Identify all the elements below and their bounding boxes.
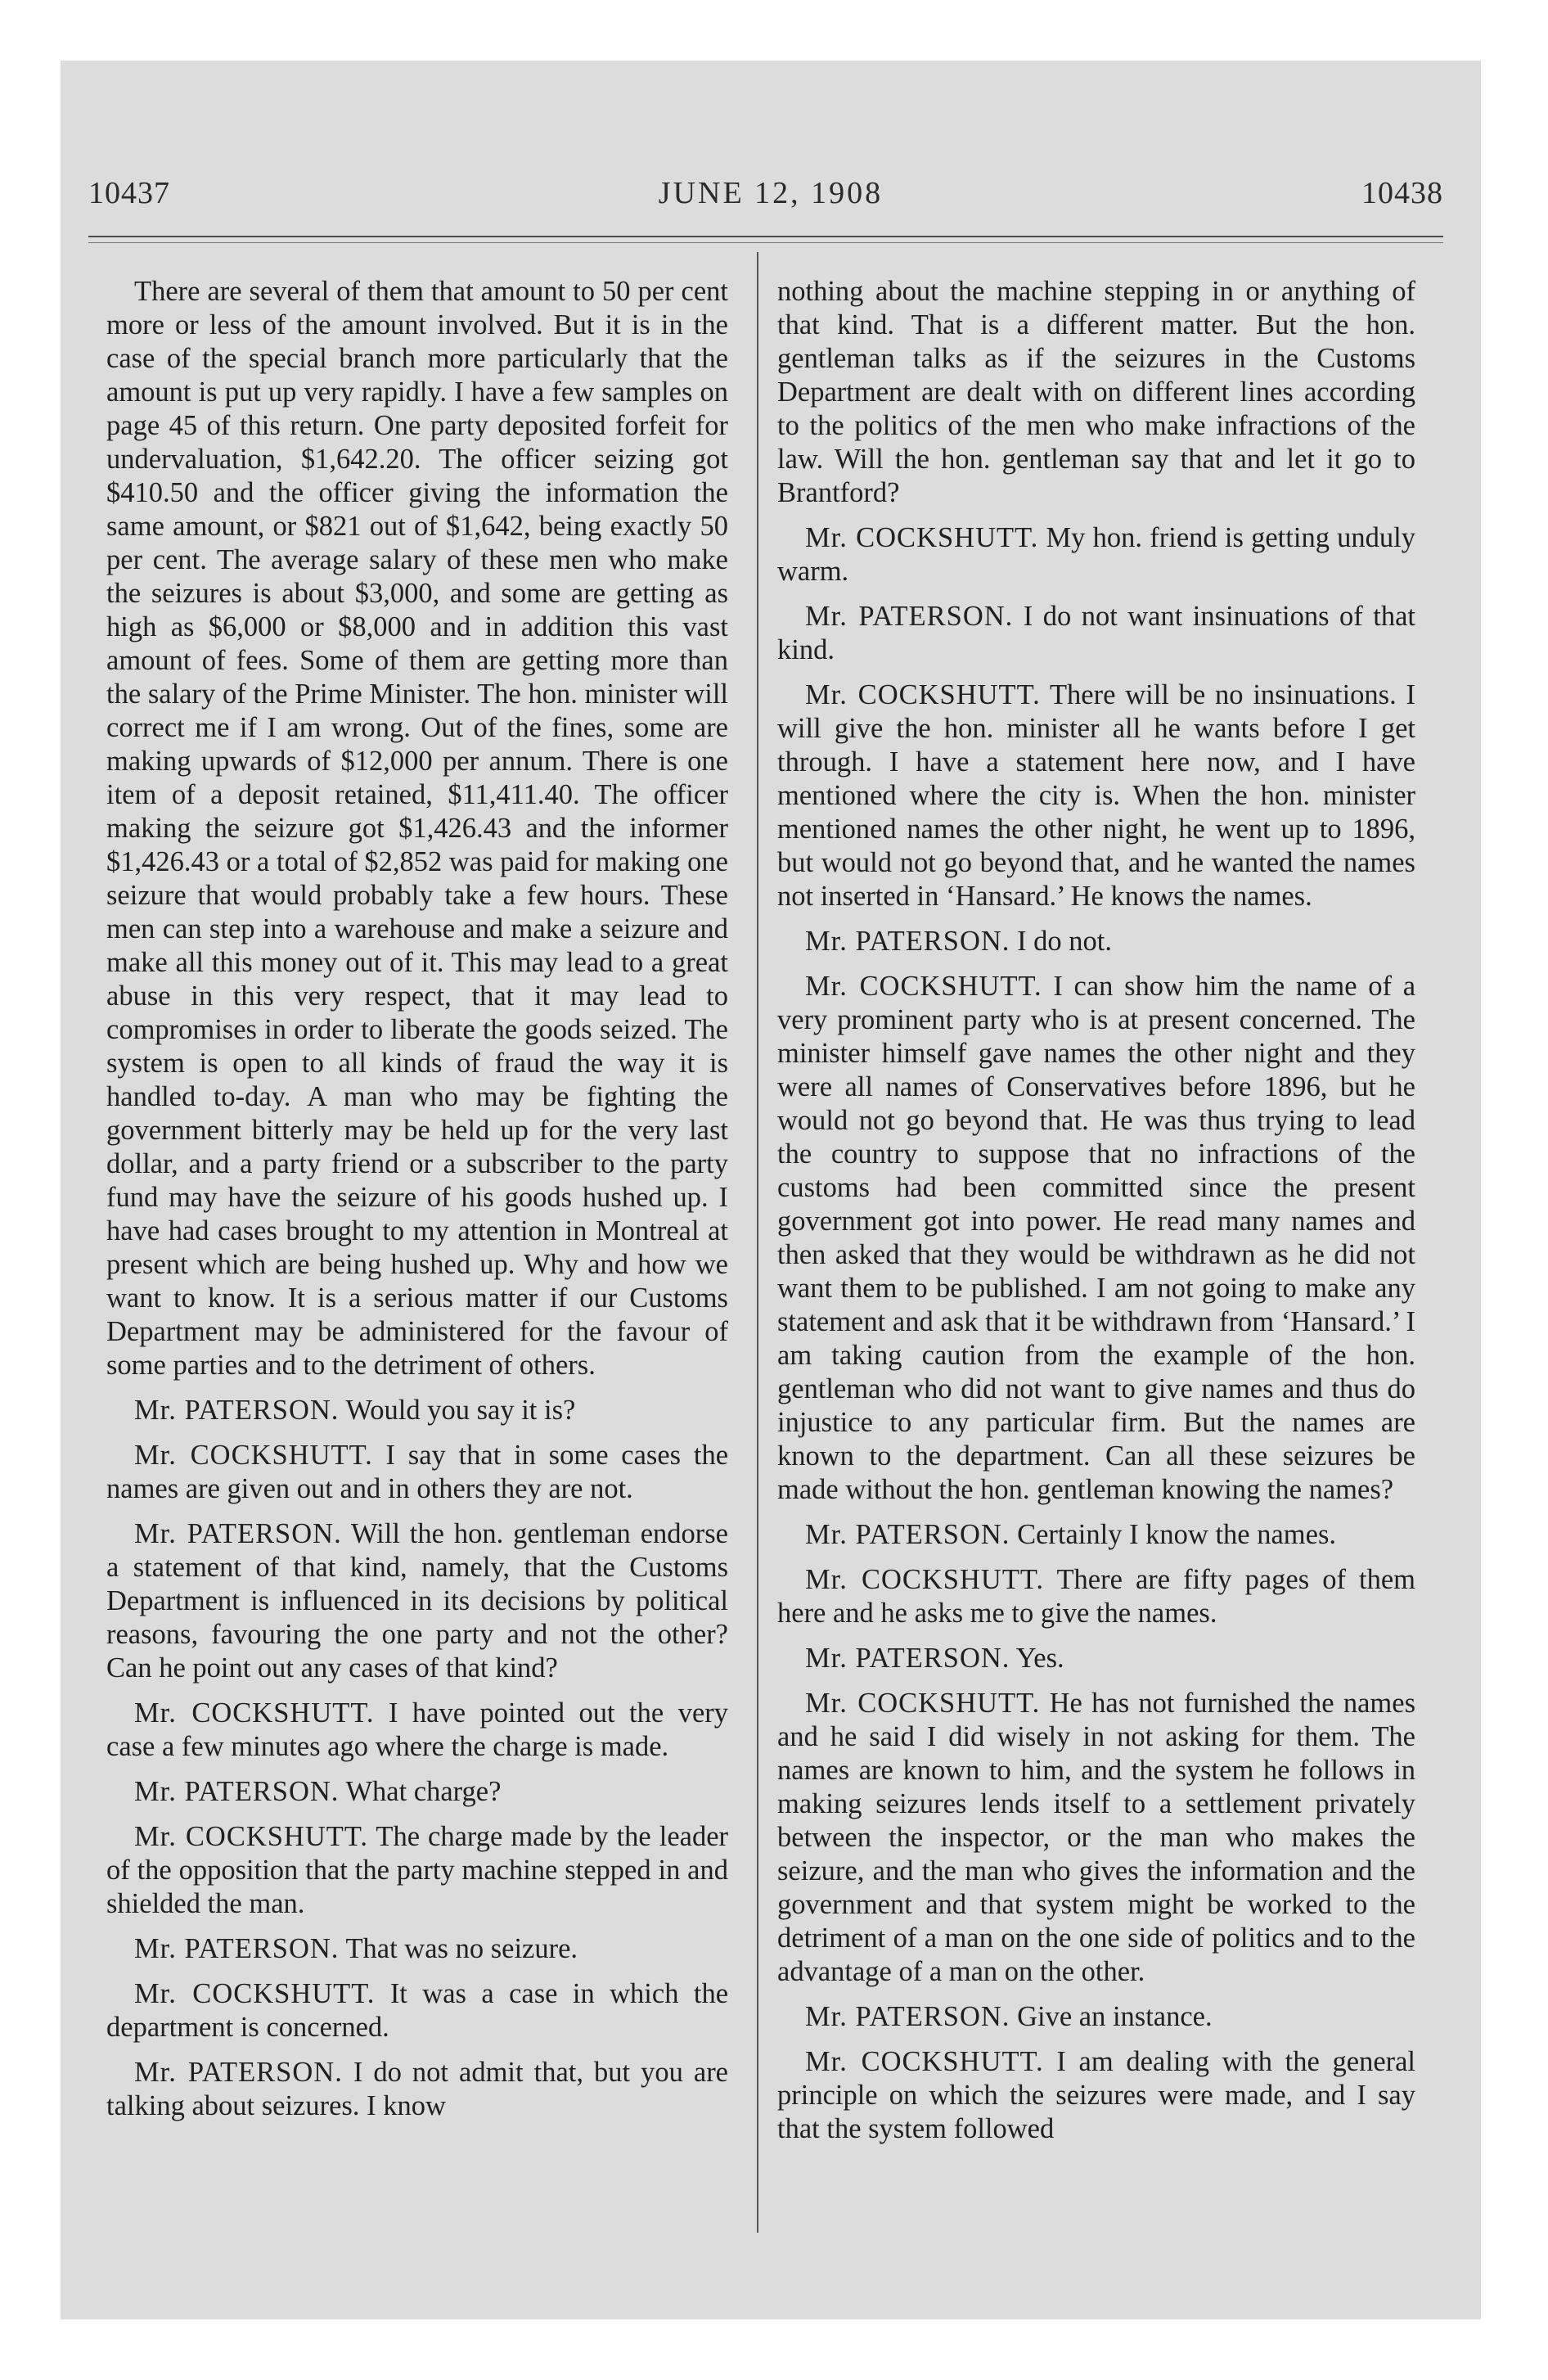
speaker: Mr. PATERSON. [134, 1395, 340, 1426]
speech: Certainly I know the names. [1017, 1519, 1337, 1550]
paragraph [777, 600, 1415, 667]
speaker: Mr. PATERSON. [805, 2001, 1010, 2032]
speech: I do not want insinuations of that kind. [777, 601, 1415, 665]
page-number-left: 10437 [88, 176, 170, 210]
speech: There will be no insinuations. I will give the hon. minister all he wants before I get through. I have a statement here now, and I have mentioned where the city is. When the hon. minister mentioned names the other night, he went up to 1896, but would not go beyond that, and he wanted the names not inserted in ‘Hansard.’ He knows the names. [777, 679, 1416, 912]
speech: I have pointed out the very case a few minutes ago where the charge is made. [106, 1697, 728, 1762]
paragraph [777, 1687, 1415, 1989]
paragraph [777, 2045, 1415, 2146]
paragraph [106, 1775, 728, 1809]
paragraph [777, 521, 1415, 588]
paragraph [106, 1439, 728, 1506]
speech: My hon. friend is getting unduly warm. [777, 522, 1416, 587]
paragraph [777, 925, 1415, 958]
speaker: Mr. COCKSHUTT. [134, 1697, 375, 1729]
speech: The charge made by the leader of the opposition that the party machine stepped in and shielded the man. [106, 1821, 728, 1919]
speaker: Mr. COCKSHUTT. [805, 679, 1041, 710]
paragraph [777, 678, 1415, 913]
page-header [61, 175, 1481, 216]
speech: Give an instance. [1017, 2001, 1213, 2032]
paragraph [777, 1642, 1415, 1675]
speech: I do not admit that, but you are talking about seizures. I know [106, 2057, 728, 2121]
speech: Would you say it is? [345, 1395, 576, 1426]
speech: What charge? [345, 1776, 502, 1807]
speaker: Mr. COCKSHUTT. [134, 1440, 373, 1471]
speech: Will the hon. gentleman endorse a statement of that kind, namely, that the Customs Department is influenced in its decisions by political reasons, favouring the one party and not the other? Can he point out any cases of that kind? [106, 1518, 728, 1684]
left-column [106, 275, 728, 2134]
header-rule-secondary [88, 242, 1443, 243]
speaker: Mr. PATERSON. [805, 1643, 1010, 1674]
speech: There are fifty pages of them here and he asks me to give the names. [777, 1564, 1415, 1629]
column-divider [757, 252, 758, 2233]
hansard-page [61, 61, 1481, 2319]
paragraph [106, 1820, 728, 1921]
speech: I am dealing with the general principle on which the seizures were made, and I say that the system followed [777, 2046, 1416, 2144]
paragraph [777, 2000, 1415, 2034]
speaker: Mr. PATERSON. [805, 1519, 1010, 1550]
speech: Yes. [1015, 1643, 1064, 1674]
speaker: Mr. COCKSHUTT. [134, 1978, 376, 2009]
header-rule [88, 236, 1443, 237]
page-number-right: 10438 [1361, 176, 1443, 210]
speech: I do not. [1017, 926, 1113, 957]
speaker: Mr. PATERSON. [805, 601, 1014, 632]
speaker: Mr. COCKSHUTT. [805, 1564, 1045, 1595]
speaker: Mr. COCKSHUTT. [805, 2046, 1044, 2077]
paragraph [106, 1977, 728, 2044]
speech: I can show him the name of a very prominent party who is at present concerned. The minister himself gave names the other night and they were all names of Conservatives before 1896, but he would not go beyond that. He was thus trying to lead the country to suppose that no infractions of the customs had been committed since the present government got into power. He read many names and then asked that they would be withdrawn as he did not want them to be published. I am not going to make any statement and ask that it be withdrawn from ‘Hansard.’ I am taking caution from the example of the hon. gentleman who did not want to give names and thus do injustice to any particular firm. But the names are known to the department. Can all these seizures be made without the hon. gentleman knowing the names? [777, 971, 1416, 1505]
speaker: Mr. PATERSON. [134, 1776, 340, 1807]
paragraph [777, 275, 1415, 510]
speaker: Mr. PATERSON. [134, 1933, 340, 1964]
speaker: Mr. COCKSHUTT. [805, 1688, 1041, 1719]
speech: He has not furnished the names and he said I did wisely in not asking for them. The names are known to him, and the system he follows in making seizures lends itself to a settlement privately between the inspector, or the man who makes the seizure, and the man who gives the information and the government and that system might be worked to the detriment of a man on the one side of politics and to the advantage of a man on the other. [777, 1688, 1416, 1987]
speech: nothing about the machine stepping in or anything of that kind. That is a different matter. But the hon. gentleman talks as if the seizures in the Customs Department are dealt with on different lines according to the politics of the men who make infractions of the law. Will the hon. gentleman say that and let it go to Brantford? [777, 276, 1415, 508]
paragraph [777, 1563, 1415, 1630]
paragraph [106, 1394, 728, 1427]
paragraph [106, 1697, 728, 1764]
speech: There are several of them that amount to 50 per cent more or less of the amount involved. But it is in the case of the special branch more particularly that the amount is put up very rapidly. I have a few samples on page 45 of this return. One party deposited forfeit for undervaluation, $1,642.20. The officer seizing got $410.50 and the officer giving the information the same amount, or $821 out of $1,642, being exactly 50 per cent. The average salary of these men who make the seizures is about $3,000, and some are getting as high as $6,000 or $8,000 and in addition this vast amount of fees. Some of them are getting more than the salary of the Prime Minister. The hon. minister will correct me if I am wrong. Out of the fines, some are making upwards of $12,000 per annum. There is one item of a deposit retained, $11,411.40. The officer making the seizure got $1,426.43 and the informer $1,426.43 or a total of $2,852 was paid for making one seizure that would probably take a few hours. These men can step into a warehouse and make a seizure and make all this money out of it. This may lead to a great abuse in this very respect, that it may lead to compromises in order to liberate the goods seized. The system is open to all kinds of fraud the way it is handled to-day. A man who may be fighting the government bitterly may be held up for the very last dollar, and a party friend or a subscriber to the party fund may have the seizure of his goods hushed up. I have had cases brought to my attention in Montreal at present which are being hushed up. Why and how we want to know. It is a serious matter if our Customs Department may be administered for the favour of some parties and to the detriment of others. [106, 276, 728, 1381]
speech: I say that in some cases the names are given out and in others they are not. [106, 1440, 729, 1504]
page-date: JUNE 12, 1908 [658, 176, 884, 210]
paragraph [106, 1517, 728, 1685]
paragraph [777, 1518, 1415, 1552]
speech: That was no seizure. [345, 1933, 578, 1964]
speech: It was a case in which the department is concerned. [106, 1978, 729, 2043]
paragraph [106, 2056, 728, 2123]
paragraph [777, 970, 1415, 1507]
right-column [777, 275, 1415, 2157]
speaker: Mr. PATERSON. [134, 2057, 343, 2088]
paragraph [106, 275, 728, 1382]
paragraph [106, 1932, 728, 1966]
speaker: Mr. COCKSHUTT. [134, 1821, 368, 1852]
speaker: Mr. COCKSHUTT. [805, 522, 1039, 553]
speaker: Mr. COCKSHUTT. [805, 971, 1042, 1002]
speaker: Mr. PATERSON. [134, 1518, 342, 1549]
speaker: Mr. PATERSON. [805, 926, 1010, 957]
